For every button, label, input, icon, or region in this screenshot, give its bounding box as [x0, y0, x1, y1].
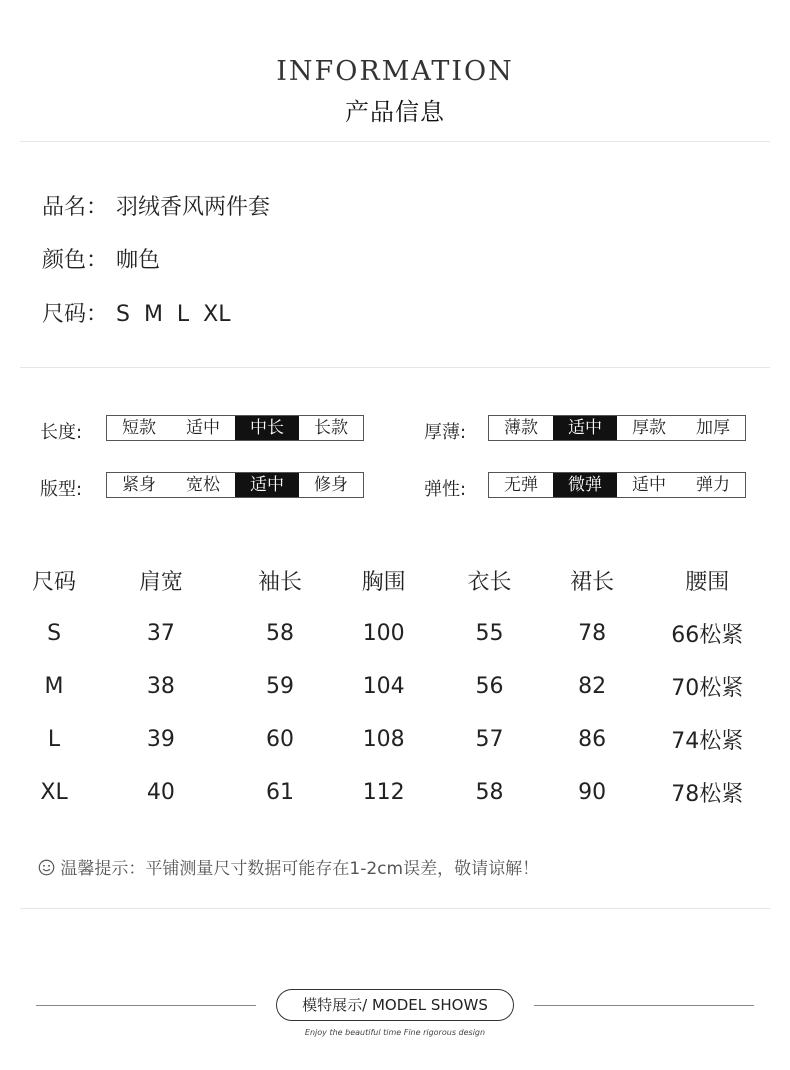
table-cell: S — [47, 621, 62, 646]
table-cell: 37 — [146, 621, 175, 646]
length-options — [106, 415, 364, 441]
table-row — [14, 766, 774, 819]
table-row — [14, 713, 774, 766]
page-title-en: INFORMATION — [276, 56, 514, 87]
thickness-label: 厚薄: — [424, 422, 467, 443]
divider — [20, 367, 770, 368]
thickness-option-selected: 适中 — [553, 416, 617, 440]
table-row — [14, 607, 774, 660]
table-cell: 57 — [475, 727, 504, 752]
product-color-label: 颜色： — [42, 248, 109, 273]
length-option: 短款 — [122, 418, 156, 438]
table-cell: 38 — [146, 674, 175, 699]
table-row — [14, 660, 774, 713]
table-header-cell: 腰围 — [685, 570, 730, 595]
table-cell: XL — [40, 780, 68, 805]
table-cell: 74松紧 — [671, 729, 744, 754]
fit-label: 版型: — [40, 479, 83, 500]
fit-option: 修身 — [314, 475, 348, 495]
table-cell: 112 — [362, 780, 405, 805]
table-cell: 78松紧 — [671, 782, 744, 807]
page-title-cn: 产品信息 — [345, 98, 445, 126]
smile-icon — [38, 859, 55, 876]
model-shows-label: 模特展示/ MODEL SHOWS — [276, 989, 514, 1021]
table-cell: 55 — [475, 621, 504, 646]
model-shows-subtitle: Enjoy the beautiful time Fine rigorous design — [304, 1028, 486, 1037]
thickness-option: 厚款 — [632, 418, 666, 438]
length-option-selected: 中长 — [235, 416, 299, 440]
table-header-cell: 肩宽 — [138, 570, 183, 595]
size-table — [14, 554, 774, 819]
thickness-options — [488, 415, 746, 441]
table-cell: 70松紧 — [671, 676, 744, 701]
length-option: 长款 — [314, 418, 348, 438]
product-name-value: 羽绒香风两件套 — [116, 195, 271, 220]
measurement-tip — [38, 854, 539, 879]
table-cell: 56 — [475, 674, 504, 699]
product-color-row — [42, 243, 160, 274]
table-cell: 66松紧 — [671, 623, 744, 648]
table-cell: 86 — [578, 727, 607, 752]
length-option: 适中 — [186, 418, 220, 438]
product-name-label: 品名： — [42, 195, 109, 220]
table-cell: 108 — [362, 727, 405, 752]
elasticity-label: 弹性: — [424, 479, 467, 500]
fit-option-selected: 适中 — [235, 473, 299, 497]
table-cell: 59 — [265, 674, 294, 699]
thickness-option: 薄款 — [504, 418, 538, 438]
table-cell: 58 — [475, 780, 504, 805]
product-name-row — [42, 190, 270, 221]
table-cell: 58 — [265, 621, 294, 646]
table-cell: 40 — [146, 780, 175, 805]
table-cell: 61 — [265, 780, 294, 805]
table-header-cell: 裙长 — [570, 570, 615, 595]
table-cell: M — [44, 674, 64, 699]
product-color-value: 咖色 — [116, 248, 161, 273]
table-cell: 90 — [578, 780, 607, 805]
product-size-label: 尺码： — [42, 302, 109, 327]
decorative-line-left — [36, 1005, 256, 1006]
elasticity-option: 适中 — [632, 475, 666, 495]
length-label: 长度: — [40, 422, 83, 443]
fit-option: 宽松 — [186, 475, 220, 495]
table-header-cell: 尺码 — [32, 570, 77, 595]
divider — [20, 141, 770, 142]
fit-option: 紧身 — [122, 475, 156, 495]
table-header-cell: 袖长 — [257, 570, 302, 595]
elasticity-options — [488, 472, 746, 498]
elasticity-option: 弹力 — [696, 475, 730, 495]
table-header-row — [14, 554, 774, 607]
table-cell: L — [47, 727, 61, 752]
product-size-value: S M L XL — [116, 302, 231, 327]
thickness-option: 加厚 — [696, 418, 730, 438]
product-size-row — [42, 297, 231, 328]
elasticity-option: 无弹 — [504, 475, 538, 495]
decorative-line-right — [534, 1005, 754, 1006]
table-cell: 82 — [578, 674, 607, 699]
table-header-cell: 胸围 — [361, 570, 406, 595]
table-cell: 104 — [362, 674, 405, 699]
table-cell: 100 — [362, 621, 405, 646]
tip-text: 温馨提示：平铺测量尺寸数据可能存在1-2cm误差，敬请谅解！ — [60, 859, 540, 879]
table-cell: 78 — [578, 621, 607, 646]
table-cell: 60 — [265, 727, 294, 752]
divider — [20, 908, 770, 909]
elasticity-option-selected: 微弹 — [553, 473, 617, 497]
table-cell: 39 — [146, 727, 175, 752]
table-header-cell: 衣长 — [467, 570, 512, 595]
fit-options — [106, 472, 364, 498]
